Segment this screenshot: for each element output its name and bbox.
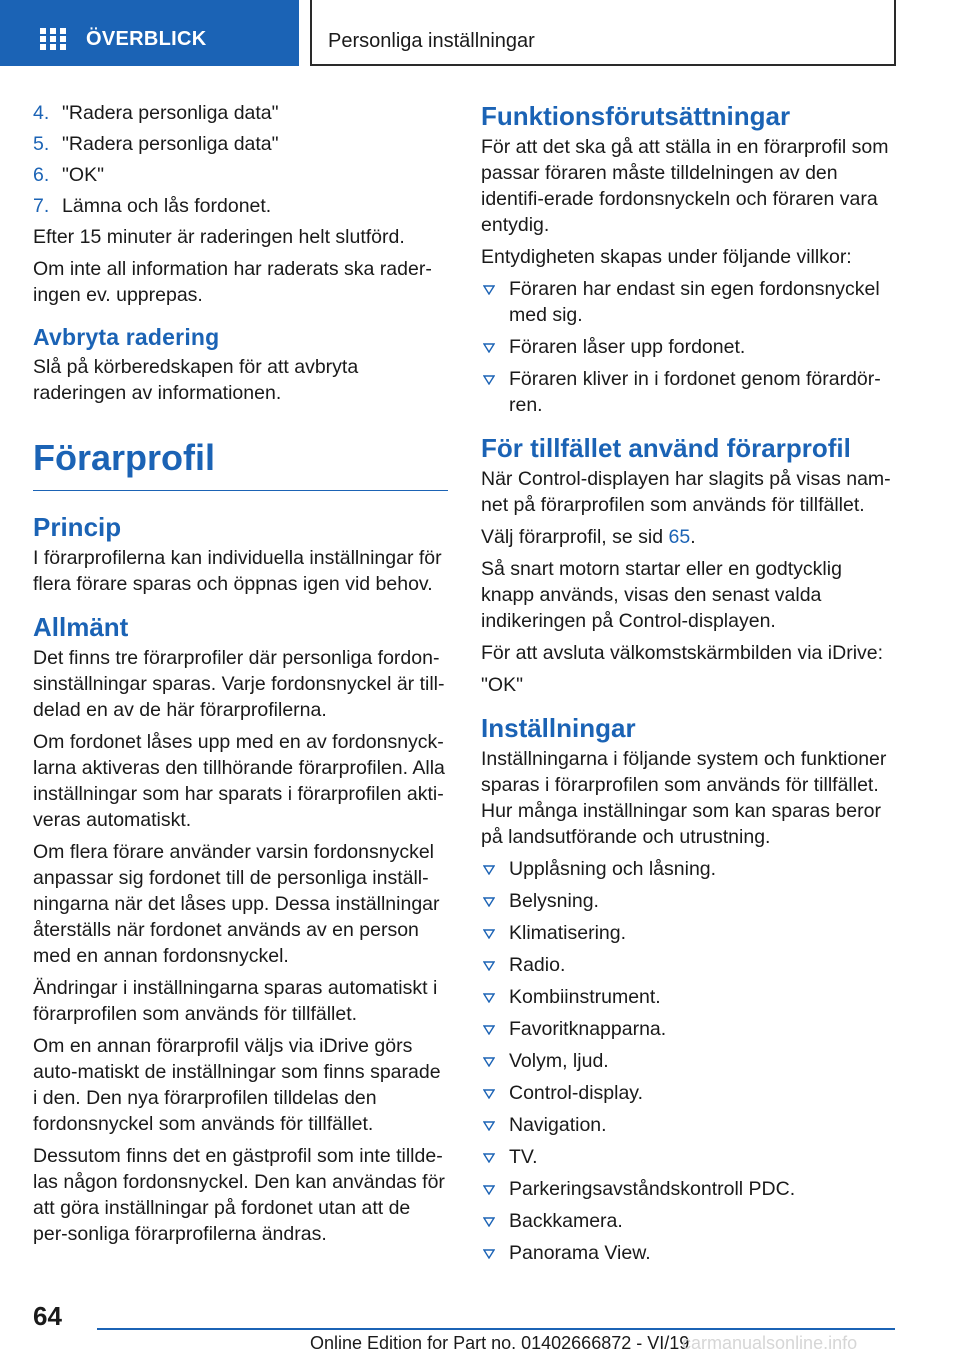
- list-item: [481, 856, 897, 882]
- list-item: [481, 1208, 897, 1234]
- list-item: [481, 1176, 897, 1202]
- paragraph: I förarprofilerna kan individuella inställningar för flera förare sparas och öppnas igen vid behov.: [33, 547, 442, 595]
- triangle-bullet-icon: [483, 1025, 495, 1035]
- bullet-text: Föraren har endast sin egen fordonsnyckel med sig.: [509, 278, 880, 326]
- bullet-text: Radio.: [509, 954, 566, 976]
- list-item: [481, 888, 897, 914]
- step-text: "Radera personliga data": [62, 133, 279, 155]
- bullet-text: Favoritknapparna.: [509, 1018, 667, 1040]
- bullet-text: Navigation.: [509, 1114, 607, 1136]
- triangle-bullet-icon: [483, 285, 495, 295]
- paragraph: [481, 524, 897, 550]
- overview-tab[interactable]: [0, 0, 299, 66]
- bullet-text: TV.: [509, 1146, 538, 1168]
- bullet-text: Klimatisering.: [509, 922, 627, 944]
- section-tab-label: Personliga inställningar: [328, 30, 535, 52]
- page-number: 64: [33, 1301, 62, 1331]
- paragraph: Slå på körberedskapen för att avbryta raderingen av informationen.: [33, 356, 359, 404]
- paragraph: För att avsluta välkomstskärmbilden via iDrive:: [481, 642, 884, 664]
- bullet-text: Upplåsning och låsning.: [509, 858, 717, 880]
- paragraph: Det finns tre förarprofiler där personliga fordon‐sinställningar sparas. Varje fordonsnyckel är till‐delad en av de här förarprofilerna.: [33, 647, 445, 721]
- settings-heading: Inställningar: [481, 713, 636, 743]
- page-link[interactable]: 65: [668, 526, 691, 548]
- current-profile-heading: För tillfället använd förarprofil: [481, 433, 851, 463]
- triangle-bullet-icon: [483, 343, 495, 353]
- list-item: [481, 952, 897, 978]
- page-header: [0, 0, 960, 68]
- footer-divider: [97, 1328, 895, 1330]
- triangle-bullet-icon: [483, 1089, 495, 1099]
- bullet-text: Parkeringsavståndskontroll PDC.: [509, 1178, 796, 1200]
- bullet-text: Föraren låser upp fordonet.: [509, 336, 746, 358]
- triangle-bullet-icon: [483, 1185, 495, 1195]
- list-item: [33, 100, 448, 126]
- overview-tab-label: ÖVERBLICK: [86, 28, 207, 50]
- chapter-title: Förarprofil: [33, 436, 448, 491]
- step-text: Lämna och lås fordonet.: [62, 195, 272, 217]
- settings-list: [481, 856, 897, 1266]
- paragraph: Ändringar i inställningarna sparas automatiskt i förarprofilen som används för tillfället.: [33, 977, 438, 1025]
- step-text: "Radera personliga data": [62, 102, 279, 124]
- paragraph: Om inte all information har raderats ska rader‐ingen ev. upprepas.: [33, 258, 432, 306]
- bullet-text: Volym, ljud.: [509, 1050, 609, 1072]
- bullet-text: Kombiinstrument.: [509, 986, 661, 1008]
- step-list: [33, 100, 448, 219]
- bullet-text: Panorama View.: [509, 1242, 651, 1264]
- paragraph: För att det ska gå att ställa in en förarprofil som passar föraren måste tilldelningen av den identifi‐erade fordonsnyckeln och föraren vara entydig.: [481, 136, 889, 236]
- list-item: [481, 1016, 897, 1042]
- triangle-bullet-icon: [483, 1057, 495, 1067]
- condition-list: [481, 276, 897, 418]
- principle-heading: Princip: [33, 512, 122, 542]
- list-item: [33, 162, 448, 188]
- bullet-text: Belysning.: [509, 890, 599, 912]
- paragraph: Så snart motorn startar eller en godtycklig knapp används, visas den senast valda indikeringen på Control-displayen.: [481, 558, 842, 632]
- list-item: [33, 193, 448, 219]
- function-requirements-heading: Funktionsförutsättningar: [481, 101, 791, 131]
- triangle-bullet-icon: [483, 375, 495, 385]
- bullet-text: Backkamera.: [509, 1210, 623, 1232]
- paragraph: "OK": [481, 674, 524, 696]
- list-item: [481, 1240, 897, 1266]
- footer-edition-text: Online Edition for Part no. 01402666872 - VI/19: [310, 1333, 690, 1353]
- list-item: [481, 984, 897, 1010]
- bullet-text: Control-display.: [509, 1082, 644, 1104]
- triangle-bullet-icon: [483, 929, 495, 939]
- triangle-bullet-icon: [483, 1249, 495, 1259]
- step-number: 4.: [33, 102, 50, 124]
- cancel-deletion-heading: Avbryta radering: [33, 324, 220, 350]
- list-item: [481, 1080, 897, 1106]
- section-tab[interactable]: [310, 0, 896, 66]
- paragraph: Entydigheten skapas under följande villkor:: [481, 246, 852, 268]
- triangle-bullet-icon: [483, 1217, 495, 1227]
- list-item: [481, 366, 897, 418]
- paragraph: Om flera förare använder varsin fordonsnyckel anpassar sig fordonet till de personliga inställ‐ningarna när det låses upp. Dessa inställningar återställs när fordonet används av en person med en annan fordonsnyckel.: [33, 841, 440, 967]
- paragraph: Inställningarna i följande system och funktioner sparas i förarprofilen som används för tillfället. Hur många inställningar som kan sparas beror på landsutförande och utrustning.: [481, 748, 887, 848]
- bullet-text: Föraren kliver in i fordonet genom förardör‐ren.: [509, 368, 881, 416]
- triangle-bullet-icon: [483, 1121, 495, 1131]
- triangle-bullet-icon: [483, 897, 495, 907]
- list-item: [481, 1112, 897, 1138]
- list-item: [481, 1144, 897, 1170]
- step-number: 6.: [33, 164, 50, 186]
- list-item: [33, 131, 448, 157]
- list-item: [481, 1048, 897, 1074]
- grid-menu-icon: [40, 28, 66, 50]
- list-item: [481, 920, 897, 946]
- list-item: [481, 334, 897, 360]
- left-column: [33, 100, 448, 1253]
- paragraph: Efter 15 minuter är raderingen helt slutförd.: [33, 226, 405, 248]
- list-item: [481, 276, 897, 328]
- paragraph-text: .: [690, 526, 696, 548]
- paragraph: Om fordonet låses upp med en av fordonsnyck‐larna aktiveras den tillhörande förarprofilen. Alla inställningar som har sparats i förarprofilen akti‐veras automatiskt.: [33, 731, 445, 831]
- triangle-bullet-icon: [483, 961, 495, 971]
- paragraph: Om en annan förarprofil väljs via iDrive görs auto‐matiskt de inställningar som finns sparade i den. Den nya förarprofilen tilldelas den fordonsnyckel som används för tillfället.: [33, 1035, 441, 1135]
- watermark: carmanualsonline.info: [682, 1333, 858, 1353]
- paragraph: Dessutom finns det en gästprofil som inte tillde‐las någon fordonsnyckel. Den kan användas för att göra inställningar på fordonet utan att de per‐sonliga förarprofilerna ändras.: [33, 1145, 445, 1245]
- general-heading: Allmänt: [33, 612, 129, 642]
- triangle-bullet-icon: [483, 865, 495, 875]
- paragraph-text: Välj förarprofil, se sid: [481, 526, 669, 548]
- right-column: [481, 100, 897, 1274]
- step-text: "OK": [62, 164, 105, 186]
- triangle-bullet-icon: [483, 993, 495, 1003]
- step-number: 5.: [33, 133, 50, 155]
- triangle-bullet-icon: [483, 1153, 495, 1163]
- step-number: 7.: [33, 195, 50, 217]
- paragraph: När Control-displayen har slagits på visas nam‐net på förarprofilen som används för tillfället.: [481, 468, 891, 516]
